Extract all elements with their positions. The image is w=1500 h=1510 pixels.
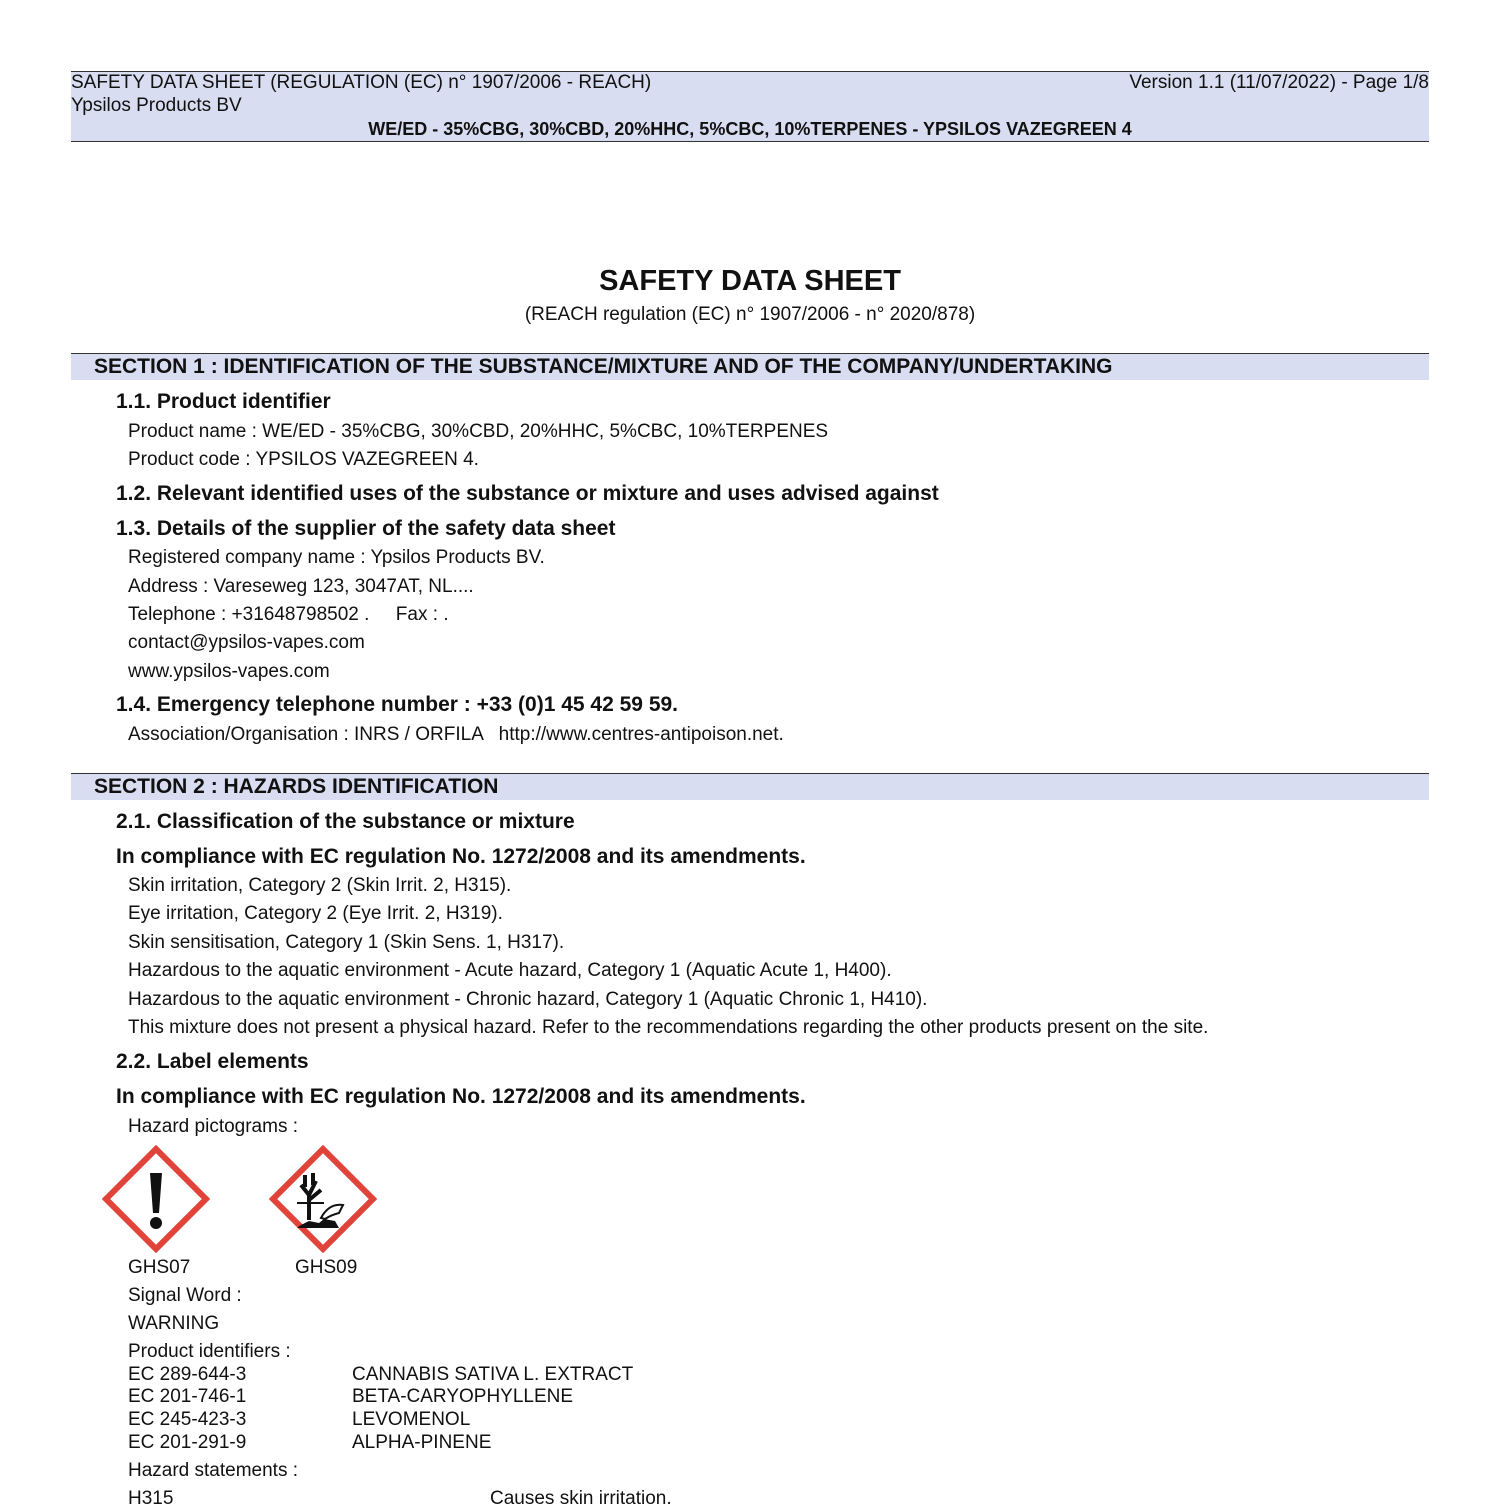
pictogram-label-ghs07: GHS07 <box>128 1257 191 1278</box>
document-subtitle: (REACH regulation (EC) n° 1907/2006 - n° 2020/878) <box>524 304 976 325</box>
pictogram-label-ghs09: GHS09 <box>295 1257 358 1278</box>
header-product: WE/ED - 35%CBG, 30%CBD, 20%HHC, 5%CBC, 10%TERPENES - YPSILOS VAZEGREEN 4 <box>368 119 1132 139</box>
product-name: Product name : WE/ED - 35%CBG, 30%CBD, 20%HHC, 5%CBC, 10%TERPENES <box>128 421 829 442</box>
classification-item: Eye irritation, Category 2 (Eye Irrit. 2, H319). <box>128 903 503 924</box>
identifier-ec: EC 245-423-3 <box>128 1409 247 1430</box>
section-2-header <box>71 773 1429 800</box>
classification-item: Hazardous to the aquatic environment - Chronic hazard, Category 1 (Aquatic Chronic 1, H410). <box>128 989 928 1010</box>
identifier-ec: EC 201-291-9 <box>128 1432 247 1453</box>
heading-1-3: 1.3. Details of the supplier of the safety data sheet <box>116 517 616 540</box>
section-2-title: SECTION 2 : HAZARDS IDENTIFICATION <box>94 775 499 798</box>
section-1-title: SECTION 1 : IDENTIFICATION OF THE SUBSTANCE/MIXTURE AND OF THE COMPANY/UNDERTAKING <box>94 355 1113 378</box>
identifier-ec: EC 289-644-3 <box>128 1364 247 1385</box>
website-link[interactable]: www.ypsilos-vapes.com <box>128 661 330 682</box>
classification-item: Skin irritation, Category 2 (Skin Irrit. 2, H315). <box>128 875 512 896</box>
ghs07-exclamation-icon <box>102 1145 210 1253</box>
hazard-statement-code: H315 <box>128 1488 174 1509</box>
email-link[interactable]: contact@ypsilos-vapes.com <box>128 632 365 653</box>
header-title: SAFETY DATA SHEET (REGULATION (EC) n° 1907/2006 - REACH) <box>71 72 652 93</box>
identifier-name: CANNABIS SATIVA L. EXTRACT <box>352 1364 634 1385</box>
classification-item: This mixture does not present a physical hazard. Refer to the recommendations regarding the other products present on the site. <box>128 1017 1209 1038</box>
classification-item: Hazardous to the aquatic environment - Acute hazard, Category 1 (Aquatic Acute 1, H400). <box>128 960 892 981</box>
telephone: Telephone : +31648798502 . Fax : . <box>128 604 449 625</box>
section-1-header <box>71 353 1429 380</box>
classification-item: Skin sensitisation, Category 1 (Skin Sens. 1, H317). <box>128 932 565 953</box>
hazard-statement-text: Causes skin irritation. <box>490 1488 672 1509</box>
company-name: Registered company name : Ypsilos Products BV. <box>128 547 545 568</box>
pictograms-label: Hazard pictograms : <box>128 1116 299 1137</box>
identifier-ec: EC 201-746-1 <box>128 1386 247 1407</box>
heading-2-1: 2.1. Classification of the substance or mixture <box>116 810 575 833</box>
product-code: Product code : YPSILOS VAZEGREEN 4. <box>128 449 479 470</box>
header-version: Version 1.1 (11/07/2022) - Page 1/8 <box>1129 72 1429 93</box>
heading-1-1: 1.1. Product identifier <box>116 390 331 413</box>
address: Address : Vareseweg 123, 3047AT, NL.... <box>128 576 474 597</box>
hazard-statements-label: Hazard statements : <box>128 1460 299 1481</box>
compliance-note-2: In compliance with EC regulation No. 1272/2008 and its amendments. <box>116 1085 806 1108</box>
signal-word-label: Signal Word : <box>128 1285 242 1306</box>
product-identifiers-label: Product identifiers : <box>128 1341 291 1362</box>
page-header <box>71 71 1429 142</box>
heading-1-4: 1.4. Emergency telephone number : +33 (0)1 45 42 59 59. <box>116 693 679 716</box>
ghs09-environment-icon <box>269 1145 377 1253</box>
identifier-name: LEVOMENOL <box>352 1409 471 1430</box>
heading-1-2: 1.2. Relevant identified uses of the substance or mixture and uses advised against <box>116 482 939 505</box>
association: Association/Organisation : INRS / ORFILA http://www.centres-antipoison.net. <box>128 724 784 745</box>
compliance-note: In compliance with EC regulation No. 1272/2008 and its amendments. <box>116 845 806 868</box>
heading-2-2: 2.2. Label elements <box>116 1050 309 1073</box>
document-title: SAFETY DATA SHEET <box>599 265 901 297</box>
identifier-name: ALPHA-PINENE <box>352 1432 492 1453</box>
header-company: Ypsilos Products BV <box>71 95 242 116</box>
signal-word: WARNING <box>128 1313 220 1334</box>
identifier-name: BETA-CARYOPHYLLENE <box>352 1386 574 1407</box>
